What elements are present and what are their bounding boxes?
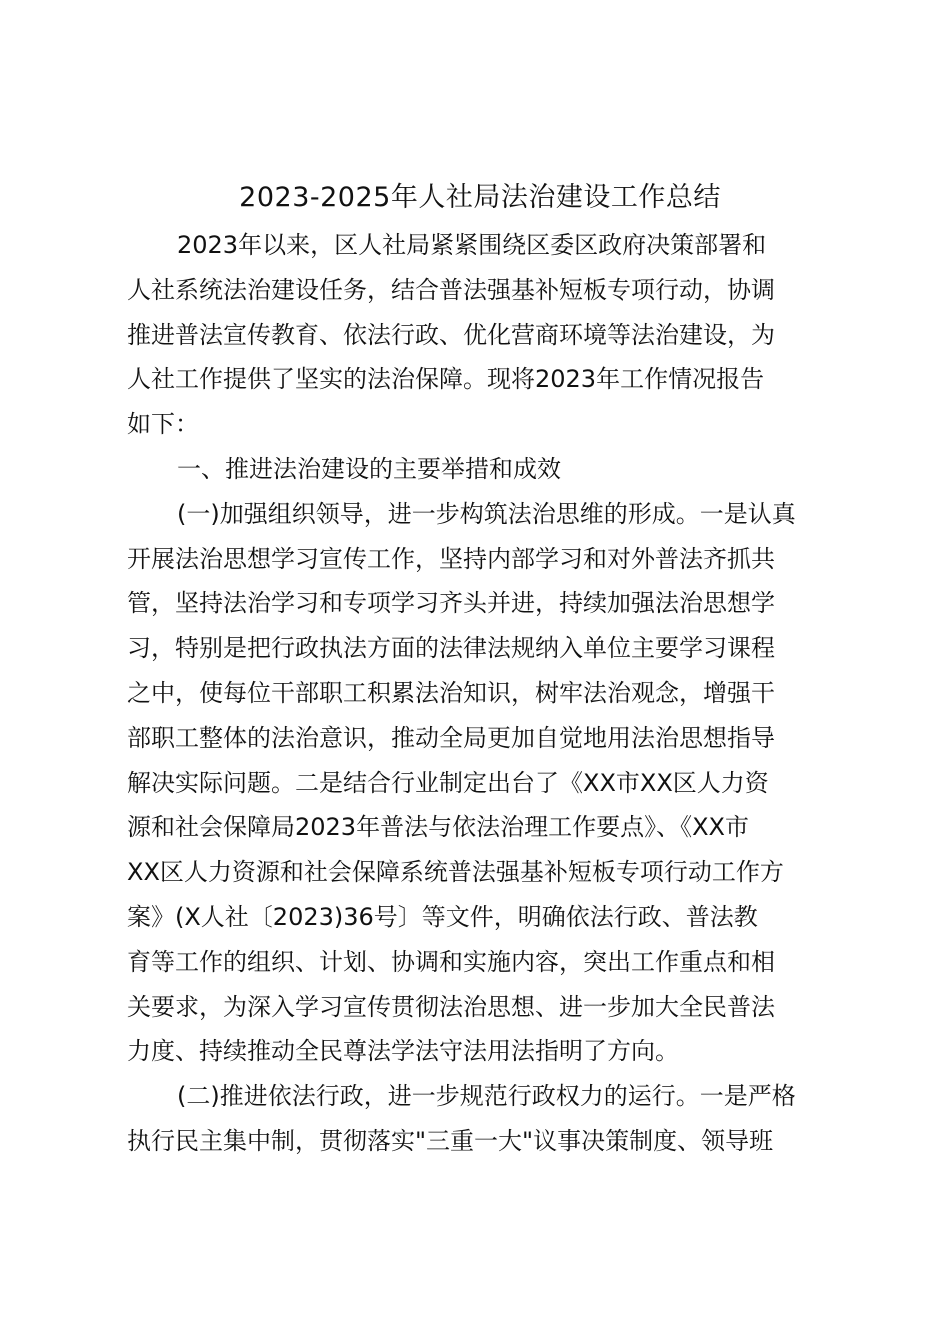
text-line: 习，特别是把行政执法方面的法律法规纳入单位主要学习课程 (127, 634, 775, 663)
text-line: XX区人力资源和社会保障系统普法强基补短板专项行动工作方 (127, 858, 784, 887)
text-line: 部职工整体的法治意识，推动全局更加自觉地用法治思想指导 (127, 723, 775, 752)
subsection-1-paragraph (127, 492, 827, 1074)
text-line: 推进普法宣传教育、依法行政、优化营商环境等法治建设，为 (127, 320, 775, 349)
text-line: 开展法治思想学习宣传工作，坚持内部学习和对外普法齐抓共 (127, 544, 775, 573)
text-line: 源和社会保障局2023年普法与依法治理工作要点》、《XX市 (127, 813, 749, 842)
text-line: 之中，使每位干部职工积累法治知识，树牢法治观念，增强干 (127, 678, 775, 707)
text-line: 解决实际问题。二是结合行业制定出台了《XX市XX区人力资 (127, 768, 769, 797)
heading-line: 一、推进法治建设的主要举措和成效 (177, 454, 561, 483)
text-line: 人社工作提供了坚实的法治保障。现将2023年工作情况报告 (127, 365, 765, 394)
text-line: 案》(X人社〔2023)36号〕等文件，明确依法行政、普法教 (127, 902, 758, 931)
document-body (127, 223, 827, 1164)
text-line: 力度、持续推动全民尊法学法守法用法指明了方向。 (127, 1037, 679, 1066)
text-line: 执行民主集中制，贯彻落实"三重一大"议事决策制度、领导班 (127, 1126, 774, 1155)
text-line: 关要求，为深入学习宣传贯彻法治思想、进一步加大全民普法 (127, 992, 775, 1021)
section-heading (127, 447, 827, 492)
text-line: 人社系统法治建设任务，结合普法强基补短板专项行动，协调 (127, 275, 775, 304)
text-line: 如下： (127, 410, 199, 439)
text-line: (二)推进依法行政，进一步规范行政权力的运行。一是严格 (177, 1082, 796, 1111)
text-line: 2023年以来，区人社局紧紧围绕区委区政府决策部署和 (177, 231, 767, 259)
text-line: 育等工作的组织、计划、协调和实施内容，突出工作重点和相 (127, 947, 775, 976)
text-line: (一)加强组织领导，进一步构筑法治思维的形成。一是认真 (177, 499, 796, 528)
text-line: 管，坚持法治学习和专项学习齐头并进，持续加强法治思想学 (127, 589, 775, 618)
intro-paragraph (127, 223, 827, 447)
subsection-2-paragraph (127, 1074, 827, 1164)
document-title: 2023-2025年人社局法治建设工作总结 (239, 182, 721, 213)
